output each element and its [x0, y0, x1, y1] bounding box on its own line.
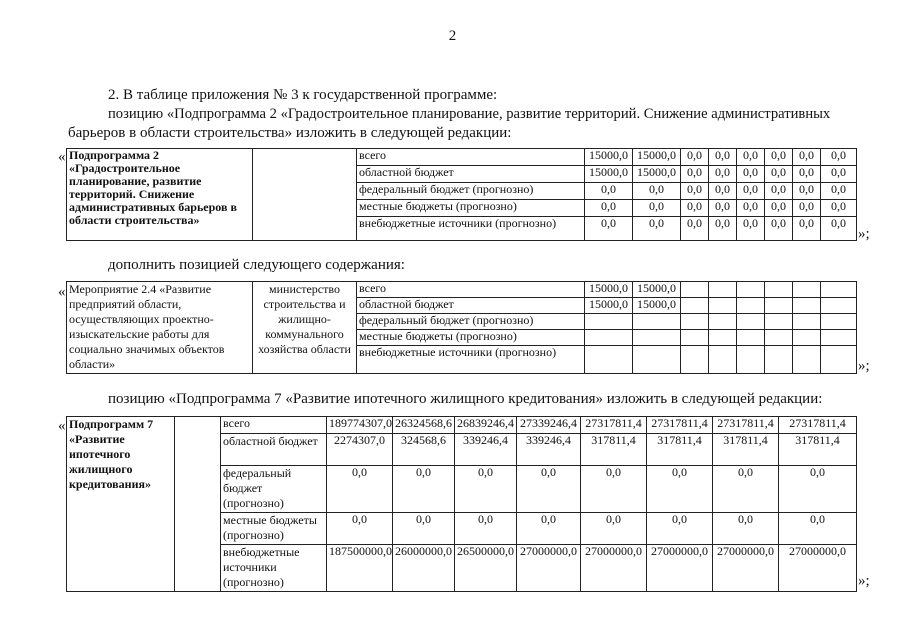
measure-2-4-executor: министерство строительства и жилищно-коммунального хозяйства области — [253, 282, 357, 374]
table-cell: 27000000,0 — [581, 545, 647, 592]
table-cell: 15000,0 — [585, 166, 633, 183]
table-cell: 0,0 — [709, 217, 737, 241]
table-cell — [737, 346, 765, 374]
paragraph-position-line2: барьеров в области строительства» изложить в следующей редакции: — [68, 125, 512, 141]
table-cell: 0,0 — [821, 149, 857, 166]
table-cell: 0,0 — [821, 166, 857, 183]
table-cell: 189774307,0 — [327, 417, 393, 434]
table-cell: 0,0 — [709, 166, 737, 183]
table-cell — [765, 282, 793, 298]
table-cell: 0,0 — [681, 149, 709, 166]
table-cell: 15000,0 — [585, 149, 633, 166]
table-cell: 0,0 — [633, 183, 681, 200]
row-label: внебюджетные источники (прогнозно) — [357, 346, 585, 374]
table-cell: 187500000,0 — [327, 545, 393, 592]
table-cell: 339246,4 — [455, 434, 517, 466]
row-label: федеральный бюджет (прогнозно) — [357, 314, 585, 330]
table-cell: 317811,4 — [581, 434, 647, 466]
close-quote-2: »; — [858, 358, 870, 374]
table-cell — [821, 314, 857, 330]
table-cell: 0,0 — [581, 513, 647, 545]
table-cell: 2274307,0 — [327, 434, 393, 466]
table-cell: 26000000,0 — [393, 545, 455, 592]
subprogram-2-title: Подпрограмма 2 «Градостроительное планирование, развитие территорий. Снижение административных барьеров в области строительства» — [67, 149, 253, 241]
table-cell — [765, 346, 793, 374]
table-cell: 27339246,4 — [517, 417, 581, 434]
table-cell — [585, 314, 633, 330]
table-cell — [737, 282, 765, 298]
table-cell — [765, 314, 793, 330]
table-cell: 0,0 — [647, 513, 713, 545]
table-cell — [821, 298, 857, 314]
measure-2-4-table — [66, 281, 857, 374]
table-cell: 0,0 — [585, 183, 633, 200]
table-cell: 317811,4 — [779, 434, 857, 466]
table-cell: 27317811,4 — [581, 417, 647, 434]
table-cell: 0,0 — [681, 166, 709, 183]
table-cell — [681, 298, 709, 314]
table-cell: 0,0 — [709, 200, 737, 217]
subprogram-7-table — [66, 416, 857, 592]
table-cell: 0,0 — [737, 149, 765, 166]
table-cell — [793, 298, 821, 314]
table-cell: 0,0 — [779, 466, 857, 513]
table-cell: 317811,4 — [713, 434, 779, 466]
table-cell — [737, 330, 765, 346]
table-cell: 15000,0 — [633, 166, 681, 183]
close-quote-3: »; — [858, 573, 870, 589]
table-cell: 0,0 — [393, 513, 455, 545]
open-quote-1: « — [58, 149, 66, 165]
table-cell: 15000,0 — [633, 298, 681, 314]
table-cell — [821, 330, 857, 346]
table-cell — [681, 282, 709, 298]
table-cell: 0,0 — [633, 217, 681, 241]
subprogram-7-title: Подпрограмм 7 «Развитие ипотечного жилищного кредитования» — [67, 417, 175, 592]
table-cell: 0,0 — [713, 466, 779, 513]
table-cell — [709, 298, 737, 314]
row-label: внебюджетные источники (прогнозно) — [221, 545, 327, 592]
row-label: местные бюджеты (прогнозно) — [357, 330, 585, 346]
table-cell — [709, 282, 737, 298]
table-cell: 0,0 — [765, 183, 793, 200]
table-cell: 0,0 — [737, 166, 765, 183]
table-cell — [737, 314, 765, 330]
table-cell — [681, 314, 709, 330]
table-cell — [633, 330, 681, 346]
table-cell: 0,0 — [779, 513, 857, 545]
table-cell: 0,0 — [681, 183, 709, 200]
table-cell: 27000000,0 — [517, 545, 581, 592]
table-cell: 0,0 — [581, 466, 647, 513]
table-cell — [585, 346, 633, 374]
table-cell — [709, 346, 737, 374]
table-cell: 27000000,0 — [779, 545, 857, 592]
paragraph-add-position: дополнить позицией следующего содержания: — [108, 257, 405, 273]
row-label: федеральный бюджет (прогнозно) — [221, 466, 327, 513]
table-cell — [793, 282, 821, 298]
open-quote-2: « — [58, 284, 66, 300]
row-label: областной бюджет — [357, 166, 585, 183]
table-cell: 0,0 — [793, 217, 821, 241]
table-cell — [709, 330, 737, 346]
page-number: 2 — [448, 28, 457, 44]
table-cell: 0,0 — [709, 149, 737, 166]
table-cell: 0,0 — [585, 217, 633, 241]
table-cell: 0,0 — [713, 513, 779, 545]
row-label: всего — [357, 149, 585, 166]
table-cell — [633, 346, 681, 374]
row-label: местные бюджеты (прогнозно) — [357, 200, 585, 217]
table-cell — [681, 346, 709, 374]
table-cell: 15000,0 — [633, 282, 681, 298]
table-cell: 15000,0 — [585, 282, 633, 298]
table-cell — [709, 314, 737, 330]
table-cell: 0,0 — [585, 200, 633, 217]
table-cell — [633, 314, 681, 330]
table-cell — [793, 330, 821, 346]
table-cell: 0,0 — [517, 466, 581, 513]
paragraph-intro: 2. В таблице приложения № 3 к государственной программе: — [108, 87, 498, 103]
subprogram-7-executor — [175, 417, 221, 592]
table-cell: 27317811,4 — [779, 417, 857, 434]
row-label: федеральный бюджет (прогнозно) — [357, 183, 585, 200]
subprogram-2-table — [66, 148, 857, 241]
table-cell: 0,0 — [681, 200, 709, 217]
measure-2-4-title: Мероприятие 2.4 «Развитие предприятий области, осуществляющих проектно-изыскательские работы для социально значимых объектов области» — [67, 282, 253, 374]
table-cell: 317811,4 — [647, 434, 713, 466]
table-cell — [765, 298, 793, 314]
table-cell: 0,0 — [327, 466, 393, 513]
row-label: местные бюджеты (прогнозно) — [221, 513, 327, 545]
table-cell: 0,0 — [709, 183, 737, 200]
close-quote-1: »; — [858, 226, 870, 242]
table-cell — [765, 330, 793, 346]
table-cell: 0,0 — [737, 200, 765, 217]
subprogram-2-executor — [253, 149, 357, 241]
row-label: всего — [221, 417, 327, 434]
table-cell — [585, 330, 633, 346]
table-cell: 339246,4 — [517, 434, 581, 466]
table-cell: 0,0 — [737, 217, 765, 241]
table-cell: 0,0 — [633, 200, 681, 217]
table-cell: 27317811,4 — [713, 417, 779, 434]
table-row — [67, 149, 857, 166]
table-cell — [821, 346, 857, 374]
row-label: всего — [357, 282, 585, 298]
table-cell: 0,0 — [793, 200, 821, 217]
table-cell — [793, 346, 821, 374]
table-cell: 27317811,4 — [647, 417, 713, 434]
table-cell — [681, 330, 709, 346]
table-cell: 27000000,0 — [713, 545, 779, 592]
table-cell — [737, 298, 765, 314]
table-cell: 0,0 — [393, 466, 455, 513]
table-cell: 0,0 — [765, 217, 793, 241]
table-cell: 0,0 — [793, 166, 821, 183]
table-cell: 0,0 — [681, 217, 709, 241]
table-cell: 0,0 — [737, 183, 765, 200]
table-cell: 0,0 — [821, 200, 857, 217]
table-cell: 0,0 — [455, 466, 517, 513]
table-cell — [793, 314, 821, 330]
table-cell: 0,0 — [765, 166, 793, 183]
table-cell: 15000,0 — [585, 298, 633, 314]
table-cell: 0,0 — [517, 513, 581, 545]
table-row — [67, 282, 857, 298]
row-label: внебюджетные источники (прогнозно) — [357, 217, 585, 241]
table-cell: 0,0 — [647, 466, 713, 513]
table-cell: 0,0 — [793, 183, 821, 200]
table-cell: 0,0 — [765, 149, 793, 166]
paragraph-subprogram-7: позицию «Подпрограмма 7 «Развитие ипотечного жилищного кредитования» изложить в следующей редакции: — [108, 391, 823, 407]
table-row — [67, 417, 857, 434]
table-cell: 0,0 — [455, 513, 517, 545]
table-cell: 26324568,6 — [393, 417, 455, 434]
table-cell: 27000000,0 — [647, 545, 713, 592]
table-cell: 26839246,4 — [455, 417, 517, 434]
row-label: областной бюджет — [357, 298, 585, 314]
row-label: областной бюджет — [221, 434, 327, 466]
table-cell: 0,0 — [821, 217, 857, 241]
table-cell: 0,0 — [765, 200, 793, 217]
table-cell: 324568,6 — [393, 434, 455, 466]
table-cell: 0,0 — [793, 149, 821, 166]
table-cell: 0,0 — [821, 183, 857, 200]
table-cell: 26500000,0 — [455, 545, 517, 592]
paragraph-position-line1: позицию «Подпрограмма 2 «Градостроительное планирование, развитие территорий. Снижение административных — [108, 106, 831, 122]
table-cell: 15000,0 — [633, 149, 681, 166]
table-cell: 0,0 — [327, 513, 393, 545]
open-quote-3: « — [58, 418, 66, 434]
table-cell — [821, 282, 857, 298]
